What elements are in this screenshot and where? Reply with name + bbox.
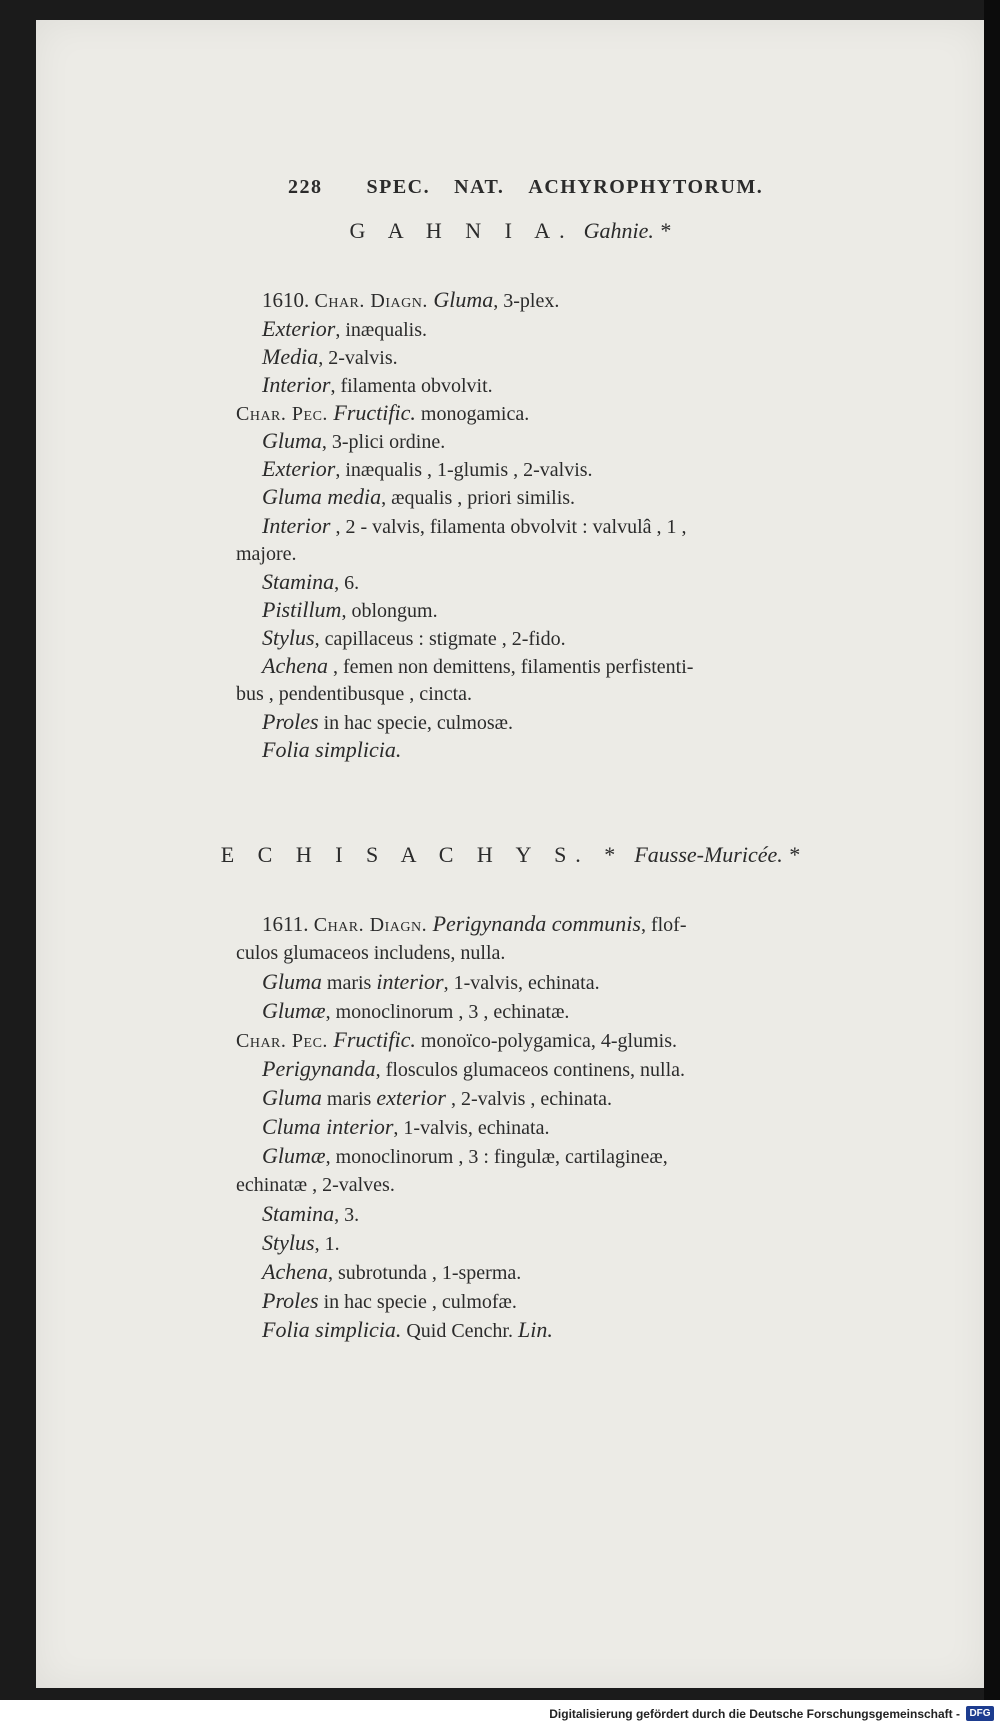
text-run: Gluma media [262, 484, 382, 509]
text-line [236, 401, 529, 426]
text-run: in hac specie, culmosæ. [318, 712, 514, 734]
text-line [262, 999, 569, 1024]
text-line [262, 1231, 340, 1256]
text-run: , filamenta obvolvit. [330, 375, 493, 397]
text-run: Cluma interior [262, 1114, 394, 1139]
text-run: Fructific. [333, 1027, 416, 1052]
text-run: Stamina [262, 1201, 335, 1226]
text-line [262, 654, 693, 679]
text-run: Gluma [262, 969, 322, 994]
text-run: , inæqualis. [335, 319, 427, 341]
text-run: Interior [262, 513, 331, 538]
text-run: Fructific. [333, 400, 416, 425]
text-run: , subrotunda , 1-sperma. [327, 1262, 522, 1284]
text-run: Char. Pec. [236, 403, 334, 425]
running-head [288, 176, 763, 199]
text-run: Pistillum [262, 597, 342, 622]
running-head-word: SPEC. [366, 176, 431, 198]
text-run: , 2-valvis , echinata. [445, 1088, 613, 1110]
text-run: majore. [236, 543, 297, 565]
text-line [262, 1260, 521, 1285]
text-run: Char. Pec. [236, 1030, 334, 1052]
text-run: Achena [262, 653, 328, 678]
text-line [236, 941, 505, 965]
text-run: Gluma [262, 1085, 322, 1110]
dfg-logo: DFG [966, 1706, 994, 1721]
text-run: , femen non demittens, filamentis perfistenti- [327, 656, 694, 678]
text-run: culos glumaceos includens, nulla. [236, 942, 506, 964]
text-run: , 2-valvis. [318, 347, 398, 369]
text-line [262, 598, 438, 623]
text-run: Glumæ [262, 1143, 326, 1168]
genus-heading-gahnia [36, 218, 984, 244]
text-run: , flosculos glumaceos continens, nulla. [375, 1059, 686, 1081]
text-run: , 1. [314, 1233, 340, 1255]
text-run: , oblongum. [341, 600, 438, 622]
text-run: Proles [262, 709, 319, 734]
text-run: Glumæ [262, 998, 326, 1023]
text-run: Interior [262, 372, 331, 397]
text-run: Lin. [517, 1317, 553, 1342]
text-run: Folia simplicia. [262, 737, 402, 762]
text-line [262, 1144, 668, 1169]
text-run: , 1-valvis, echinata. [443, 972, 600, 994]
text-run: , capillaceus : stigmate , 2-fido. [314, 628, 566, 650]
text-run: Char. Diagn. [314, 290, 434, 312]
genus-heading-echisachys [36, 842, 984, 868]
text-run: , inæqualis , 1-glumis , 2-valvis. [335, 459, 593, 481]
running-head-word: ACHYROPHYTORUM. [528, 176, 764, 198]
text-run: , flof- [640, 914, 687, 936]
text-run: , monoclinorum , 3 , echinatæ. [325, 1001, 570, 1023]
text-line [262, 710, 513, 735]
text-run: bus , pendentibusque , cincta. [236, 683, 473, 705]
text-run: , æqualis , priori similis. [381, 487, 576, 509]
text-run: Stamina [262, 569, 335, 594]
text-line [262, 485, 575, 510]
text-line [236, 542, 297, 566]
text-run: , 3. [334, 1204, 360, 1226]
text-line [236, 1028, 677, 1053]
text-run: Quid Cenchr. [401, 1320, 518, 1342]
text-run: Gluma [433, 287, 494, 312]
text-run: exterior [376, 1085, 446, 1110]
entry-number: 1611. [262, 912, 314, 936]
text-line [262, 1289, 517, 1314]
entry-number: 1610. [262, 288, 315, 312]
text-run: maris [321, 972, 377, 994]
genus-name: G A H N I A. [349, 218, 574, 243]
text-run: Exterior [262, 316, 336, 341]
text-run: Gluma [262, 428, 322, 453]
text-line [236, 1173, 395, 1197]
digitization-credit: Digitalisierung gefördert durch die Deutsche Forschungsgemeinschaft - [549, 1707, 960, 1721]
text-run: Achena [262, 1259, 328, 1284]
text-line [262, 317, 427, 342]
text-line [262, 738, 401, 763]
text-run: , 1-valvis, echinata. [393, 1117, 550, 1139]
text-line [262, 626, 566, 651]
text-run: , 3-plex. [493, 290, 560, 312]
text-run: Stylus [262, 1230, 315, 1255]
text-run: , 6. [334, 572, 360, 594]
text-run: , monoclinorum , 3 : fingulæ, cartilagineæ, [325, 1146, 668, 1168]
running-head-word: NAT. [454, 176, 505, 198]
text-line [262, 1318, 553, 1343]
book-page [36, 20, 984, 1688]
text-line [262, 912, 686, 937]
text-run: monogamica. [415, 403, 530, 425]
genus-name: E C H I S A C H Y S. * [220, 842, 625, 867]
text-line [262, 457, 593, 482]
text-run: interior [376, 969, 444, 994]
text-run: Stylus [262, 625, 315, 650]
text-run: Perigynanda communis [432, 911, 641, 936]
text-line [262, 429, 445, 454]
genus-french-name: Fausse-Muricée. * [634, 842, 800, 867]
text-line [262, 1115, 549, 1140]
text-run: Exterior [262, 456, 336, 481]
text-run: , 2 - valvis, filamenta obvolvit : valvulâ , 1 , [330, 516, 687, 538]
genus-french-name: Gahnie. * [583, 218, 671, 243]
text-line [262, 345, 398, 370]
text-line [262, 1057, 685, 1082]
text-line [262, 570, 359, 595]
text-line [236, 682, 472, 706]
text-line [262, 1202, 359, 1227]
text-run: Media [262, 344, 319, 369]
text-line [262, 1086, 612, 1111]
text-line [262, 288, 559, 313]
text-line [262, 970, 600, 995]
text-run: Proles [262, 1288, 319, 1313]
text-line [262, 373, 493, 398]
text-run: , 3-plici ordine. [321, 431, 446, 453]
text-run: monoïco-polygamica, 4-glumis. [415, 1030, 677, 1052]
text-run: in hac specie , culmofæ. [318, 1291, 517, 1313]
text-line [262, 514, 687, 539]
text-run: maris [321, 1088, 377, 1110]
scan-edge [984, 0, 1000, 1727]
text-run: Perigynanda [262, 1056, 376, 1081]
page-number: 228 [288, 176, 323, 198]
text-run: Folia simplicia. [262, 1317, 402, 1342]
text-run: Char. Diagn. [313, 914, 433, 936]
text-run: echinatæ , 2-valves. [236, 1174, 395, 1196]
